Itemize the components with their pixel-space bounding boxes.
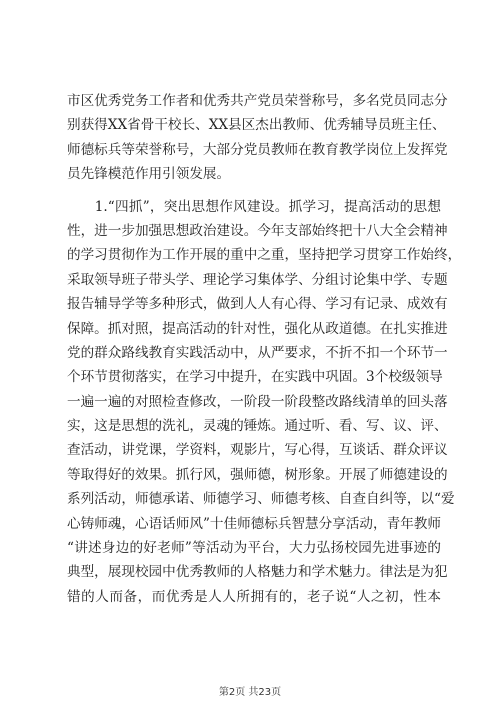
text-line: “讲述身边的好老师”等活动为平台，大力弘扬校园先进事迹的 <box>67 540 441 557</box>
text-line: 一遍一遍的对照检查修改，一阶段一阶段整改路线清单的回头落 <box>67 393 448 410</box>
paragraph-1 <box>67 89 448 187</box>
text-line: 1.“四抓”，突出思想作风建设。抓学习，提高活动的思想 <box>67 198 441 215</box>
text-line: 心铸师魂，心语话师风”十佳师德标兵智慧分享活动，青年教师 <box>67 515 441 532</box>
page-number-footer: 第2页 共23页 <box>218 687 282 698</box>
text-line: 党的群众路线教育实践活动中，从严要求，不折不扣一个环节一 <box>67 344 448 361</box>
text-line: 报告辅导学等多种形式，做到人人有心得、学习有记录、成效有 <box>67 296 448 313</box>
text-line: 等取得好的效果。抓行风，强师德，树形象。开展了师德建设的 <box>67 466 448 483</box>
text-line: 采取领导班子带头学、理论学习集体学、分组讨论集中学、专题 <box>67 271 448 288</box>
text-line: 性，进一步加强思想政治建设。今年支部始终把十八大全会精神 <box>67 222 448 239</box>
text-line: 市区优秀党务工作者和优秀共产党员荣誉称号，多名党员同志分 <box>67 93 448 109</box>
text-line: 员先锋模范作用引领发展。 <box>67 166 231 183</box>
paragraph-2 <box>67 195 462 610</box>
paragraph-spacer <box>67 187 441 195</box>
text-line: 查活动，讲党课，学资料，观影片，写心得，互谈话、群众评议 <box>67 442 448 459</box>
text-line: 个环节贯彻落实，在学习中提升，在实践中巩固。3个校级领导 <box>67 369 443 386</box>
text-line: 实，这是思想的洗礼，灵魂的锤炼。通过听、看、写、议、评、 <box>67 418 448 435</box>
text-line: 师德标兵等荣誉称号，大部分党员教师在教育教学岗位上发挥党 <box>67 141 448 158</box>
text-line: 别获得XX省骨干校长、XX县区杰出教师、优秀辅导员班主任、 <box>67 117 446 134</box>
document-body <box>67 89 462 609</box>
text-line: 保障。抓对照，提高活动的针对性，强化从政道德。在扎实推进 <box>67 320 448 337</box>
text-line: 的学习贯彻作为工作开展的重中之重，坚持把学习贯穿工作始终， <box>67 247 462 264</box>
text-line: 错的人而备，而优秀是人人所拥有的，老子说“人之初，性本 <box>67 588 441 605</box>
text-line: 典型，展现校园中优秀教师的人格魅力和学术魅力。律法是为犯 <box>67 564 448 581</box>
text-line: 系列活动，师德承诺、师德学习、师德考核、自查自纠等，以“爱 <box>67 491 455 508</box>
